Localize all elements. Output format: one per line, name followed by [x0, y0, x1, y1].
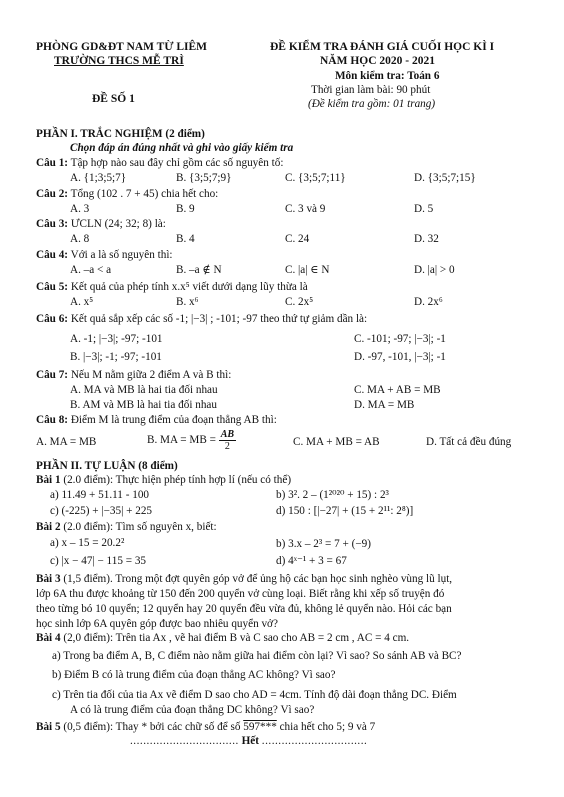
q5-option-c: C. 2x⁵ [285, 296, 314, 308]
q4-option-d: D. |a| > 0 [414, 264, 455, 276]
department-name: PHÒNG GD&ĐT NAM TỪ LIÊM [36, 41, 208, 53]
ex2-part-a: a) x – 15 = 20.2² [50, 537, 125, 549]
school-name: TRƯỜNG THCS MỄ TRÌ [54, 55, 184, 67]
question-5: Câu 5: Kết quả của phép tính x.x⁵ viết dưới dạng lũy thừa là [36, 281, 308, 293]
ex2-part-d: d) 4ˣ⁻¹ + 3 = 67 [276, 555, 347, 567]
question-7: Câu 7: Nếu M nằm giữa 2 điểm A và B thì: [36, 369, 232, 381]
q5-option-b: B. x⁶ [176, 296, 199, 308]
exam-code: ĐỀ SỐ 1 [92, 93, 135, 105]
q1-option-a: A. {1;3;5;7} [70, 172, 127, 184]
end-marker: ................................. Hết ................................ [130, 735, 368, 747]
ex4-part-c-line-2: A có là trung điểm của đoạn thẳng DC không? Vì sao? [70, 704, 315, 716]
exercise-3-line-3: theo từng bó 10 quyển; 12 quyển hay 20 quyển đều vừa đủ, không lẻ quyển nào. Hỏi các bạn [36, 603, 452, 615]
ex1-part-c: c) (-225) + |−35| + 225 [50, 505, 153, 517]
ex2-part-c: c) |x − 47| − 115 = 35 [50, 555, 147, 567]
q4-option-a: A. –a < a [70, 264, 112, 276]
q5-option-a: A. x⁵ [70, 296, 94, 308]
q2-option-a: A. 3 [70, 203, 90, 215]
q3-option-d: D. 32 [414, 233, 439, 245]
ex4-part-b: b) Điểm B có là trung điểm của đoạn thẳng AC không? Vì sao? [52, 669, 336, 681]
ex4-part-a: a) Trong ba điểm A, B, C điểm nào nằm giữa hai điểm còn lại? Vì sao? So sánh AB và BC? [52, 650, 462, 662]
q1-option-c: C. {3;5;7;11} [285, 172, 346, 184]
page-count: (Đề kiểm tra gồm: 01 trang) [308, 98, 436, 110]
q2-option-b: B. 9 [176, 203, 195, 215]
q5-option-d: D. 2x⁶ [414, 296, 443, 308]
part2-title: PHẦN II. TỰ LUẬN (8 điểm) [36, 460, 178, 472]
q6-option-d: D. -97, -101, |−3|; -1 [354, 351, 446, 363]
question-3: Câu 3: ƯCLN (24; 32; 8) là: [36, 218, 166, 230]
q2-option-c: C. 3 và 9 [285, 203, 326, 215]
q3-option-c: C. 24 [285, 233, 310, 245]
ex2-part-b: b) 3.x – 2³ = 7 + (−9) [276, 538, 371, 550]
q6-option-a: A. -1; |−3|; -97; -101 [70, 333, 163, 345]
question-6: Câu 6: Kết quả sắp xếp các số -1; |−3| ; -101; -97 theo thứ tự giảm dần là: [36, 313, 368, 325]
school-year: NĂM HỌC 2020 - 2021 [320, 55, 435, 67]
q8-option-b: B. MA = MB = $\frac{AB}{2}$ [147, 429, 235, 452]
q2-option-d: D. 5 [414, 203, 434, 215]
q3-option-a: A. 8 [70, 233, 90, 245]
exercise-1: Bài 1 (2.0 điểm): Thực hiện phép tính hợp lí (nếu có thể) [36, 474, 292, 486]
overlined-number: 597*** [243, 721, 277, 733]
ex1-part-a: a) 11.49 + 51.11 - 100 [50, 489, 150, 501]
exercise-3-line-2: lớp 6A thu được khoảng từ 150 đến 200 quyển vở cùng loại. Biết rằng khi xếp số truyện đó [36, 588, 445, 600]
exercise-2: Bài 2 (2.0 điểm): Tìm số nguyên x, biết: [36, 521, 217, 533]
q7-option-c: C. MA + AB = MB [354, 384, 441, 396]
q6-option-c: C. -101; -97; |−3|; -1 [354, 333, 446, 345]
q8-option-c: C. MA + MB = AB [293, 436, 380, 448]
q1-option-b: B. {3;5;7;9} [176, 172, 232, 184]
q4-option-b: B. –a ∉ N [176, 264, 222, 276]
question-8: Câu 8: Điểm M là trung điểm của đoạn thẳng AB thì: [36, 414, 277, 426]
question-1: Câu 1: Tập hợp nào sau đây chỉ gồm các số nguyên tố: [36, 157, 284, 169]
q8-option-a: A. MA = MB [36, 436, 97, 448]
exercise-3-line-1: Bài 3 (1,5 điểm). Trong một đợt quyên góp vở để ủng hộ các bạn học sinh nghèo vùng lũ lụt, [36, 573, 453, 585]
question-4: Câu 4: Với a là số nguyên thì: [36, 249, 173, 261]
subject: Môn kiểm tra: Toán 6 [335, 70, 440, 82]
exam-time: Thời gian làm bài: 90 phút [311, 84, 431, 96]
ex4-part-c-line-1: c) Trên tia đối của tia Ax vẽ điểm D sao cho AD = 4cm. Tính độ dài đoạn thẳng DC. Điểm [52, 689, 457, 701]
exercise-5: Bài 5 (0,5 điểm): Thay * bởi các chữ số để số 597*** chia hết cho 5; 9 và 7 [36, 721, 376, 733]
q8-option-d: D. Tất cả đều đúng [426, 436, 512, 448]
q1-option-d: D. {3;5;7;15} [414, 172, 476, 184]
ex1-part-b: b) 3². 2 – (1²⁰²⁰ + 15) : 2³ [276, 489, 389, 501]
part1-title: PHẦN I. TRẮC NGHIỆM (2 điểm) [36, 128, 205, 140]
q7-option-b: B. AM và MB là hai tia đối nhau [70, 399, 217, 411]
q4-option-c: C. |a| ∈ N [285, 264, 330, 276]
q7-option-a: A. MA và MB là hai tia đối nhau [70, 384, 218, 396]
part1-instruction: Chọn đáp án đúng nhất và ghi vào giấy kiểm tra [70, 142, 294, 154]
q7-option-d: D. MA = MB [354, 399, 415, 411]
q6-option-b: B. |−3|; -1; -97; -101 [70, 351, 162, 363]
question-2: Câu 2: Tổng (102 . 7 + 45) chia hết cho: [36, 188, 219, 200]
exercise-4: Bài 4 (2,0 điểm): Trên tia Ax , vẽ hai điểm B và C sao cho AB = 2 cm , AC = 4 cm. [36, 632, 410, 644]
exam-title: ĐỀ KIỂM TRA ĐÁNH GIÁ CUỐI HỌC KÌ I [270, 41, 495, 53]
q8-fraction: $\frac{AB}{2}$ [220, 429, 235, 452]
exercise-3-line-4: học sinh lớp 6A quyên góp được bao nhiêu quyển vở? [36, 618, 278, 630]
ex1-part-d: d) 150 : [|−27| + (15 + 2¹¹: 2⁸)] [276, 505, 414, 517]
q3-option-b: B. 4 [176, 233, 195, 245]
